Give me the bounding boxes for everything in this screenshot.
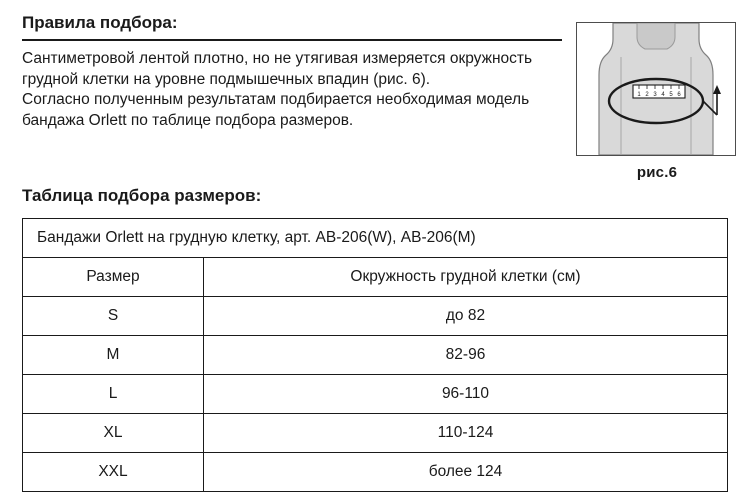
table-cell-size: L (23, 375, 204, 414)
size-selection-table (22, 218, 728, 492)
table-cell-value: 82-96 (204, 336, 728, 375)
figure-image (576, 22, 736, 156)
table-cell-size: S (23, 297, 204, 336)
svg-text:6: 6 (677, 92, 681, 98)
table-col-header-size: Размер (23, 258, 204, 297)
svg-text:4: 4 (661, 92, 665, 98)
rules-paragraph-2: Согласно полученным результатам подбирается необходимая модель бандажа Orlett по таблице подбора размеров. (22, 91, 530, 129)
table-row-columns (23, 258, 728, 297)
table-cell-value: до 82 (204, 297, 728, 336)
table-row (23, 414, 728, 453)
table-cell-value: 96-110 (204, 375, 728, 414)
rules-title: Правила подбора: (22, 13, 178, 32)
figure-caption: рис.6 (636, 164, 678, 181)
table-cell-value: 110-124 (204, 414, 728, 453)
table-cell-size: XL (23, 414, 204, 453)
title-divider (22, 39, 562, 41)
svg-text:2: 2 (645, 92, 649, 98)
svg-text:5: 5 (669, 92, 673, 98)
table-row (23, 336, 728, 375)
svg-text:1: 1 (637, 92, 641, 98)
table-cell-product-header: Бандажи Orlett на грудную клетку, арт. АВ-206(W), АВ-206(M) (23, 219, 728, 258)
size-table-title: Таблица подбора размеров: (22, 186, 262, 205)
rules-paragraph-1: Сантиметровой лентой плотно, но не утягивая измеряется окружность грудной клетки на уровне подмышечных впадин (рис. 6). (22, 50, 533, 88)
table-cell-size: M (23, 336, 204, 375)
table-col-header-circumference: Окружность грудной клетки (см) (204, 258, 728, 297)
figure-block (576, 22, 738, 181)
table-row-product (23, 219, 728, 258)
table-row (23, 453, 728, 492)
table-cell-value: более 124 (204, 453, 728, 492)
svg-text:3: 3 (653, 92, 657, 98)
table-cell-size: XXL (23, 453, 204, 492)
table-row (23, 375, 728, 414)
torso-measurement-illustration (577, 23, 735, 155)
rules-body (22, 49, 564, 131)
table-row (23, 297, 728, 336)
